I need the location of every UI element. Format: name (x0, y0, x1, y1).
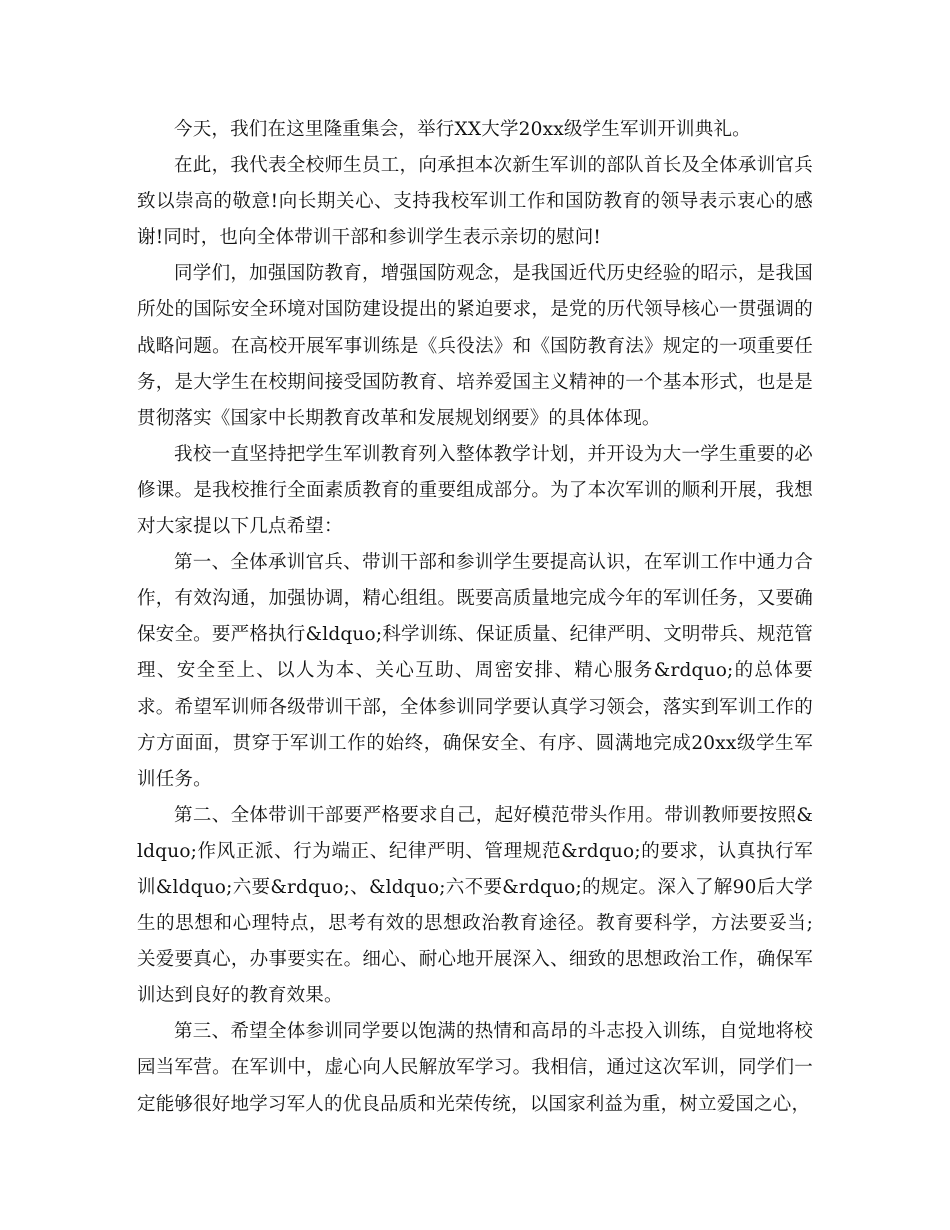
document-body (137, 112, 813, 1123)
paragraph-gratitude: 在此，我代表全校师生员工，向承担本次新生军训的部队首长及全体承训官兵致以崇高的敬意!向长期关心、支持我校军训工作和国防教育的领导表示衷心的感谢!同时，也向全体带训干部和参训学生表示亲切的慰问! (137, 155, 813, 249)
paragraph-second-point: 第二、全体带训干部要严格要求自己，起好模范带头作用。带训教师要按照&ldquo;作风正派、行为端正、纪律严明、管理规范&rdquo;的要求，认真执行军训&ldquo;六要&rdquo;、&ldquo;六不要&rdquo;的规定。深入了解90后大学生的思想和心理特点，思考有效的思想政治教育途径。教育要科学，方法要妥当;关爱要真心，办事要实在。细心、耐心地开展深入、细致的思想政治工作，确保军训达到良好的教育效果。 (137, 804, 813, 1007)
paragraph-first-point: 第一、全体承训官兵、带训干部和参训学生要提高认识，在军训工作中通力合作，有效沟通，加强协调，精心组组。既要高质量地完成今年的军训任务，又要确保安全。要严格执行&ldquo;科学训练、保证质量、纪律严明、文明带兵、规范管理、安全至上、以人为本、关心互助、周密安排、精心服务&rdquo;的总体要求。希望军训师各级带训干部，全体参训同学要认真学习领会，落实到军训工作的方方面面，贯穿于军训工作的始终，确保安全、有序、圆满地完成20xx级学生军训任务。 (137, 552, 813, 790)
paragraph-national-defense: 同学们，加强国防教育，增强国防观念，是我国近代历史经验的昭示，是我国所处的国际安全环境对国防建设提出的紧迫要求，是党的历代领导核心一贯强调的战略问题。在高校开展军事训练是《兵役法》和《国防教育法》规定的一项重要任务，是大学生在校期间接受国防教育、培养爱国主义精神的一个基本形式，也是是贯彻落实《国家中长期教育改革和发展规划纲要》的具体体现。 (137, 263, 813, 429)
paragraph-opening: 今天，我们在这里隆重集会，举行XX大学20xx级学生军训开训典礼。 (174, 119, 751, 140)
paragraph-third-point: 第三、希望全体参训同学要以饱满的热情和高昂的斗志投入训练，自觉地将校园当军营。在军训中，虚心向人民解放军学习。我相信，通过这次军训，同学们一定能够很好地学习军人的优良品质和光荣传统，以国家利益为重，树立爱国之心， (137, 1021, 813, 1115)
paragraph-curriculum: 我校一直坚持把学生军训教育列入整体教学计划，并开设为大一学生重要的必修课。是我校推行全面素质教育的重要组成部分。为了本次军训的顺利开展，我想对大家提以下几点希望： (137, 443, 813, 538)
